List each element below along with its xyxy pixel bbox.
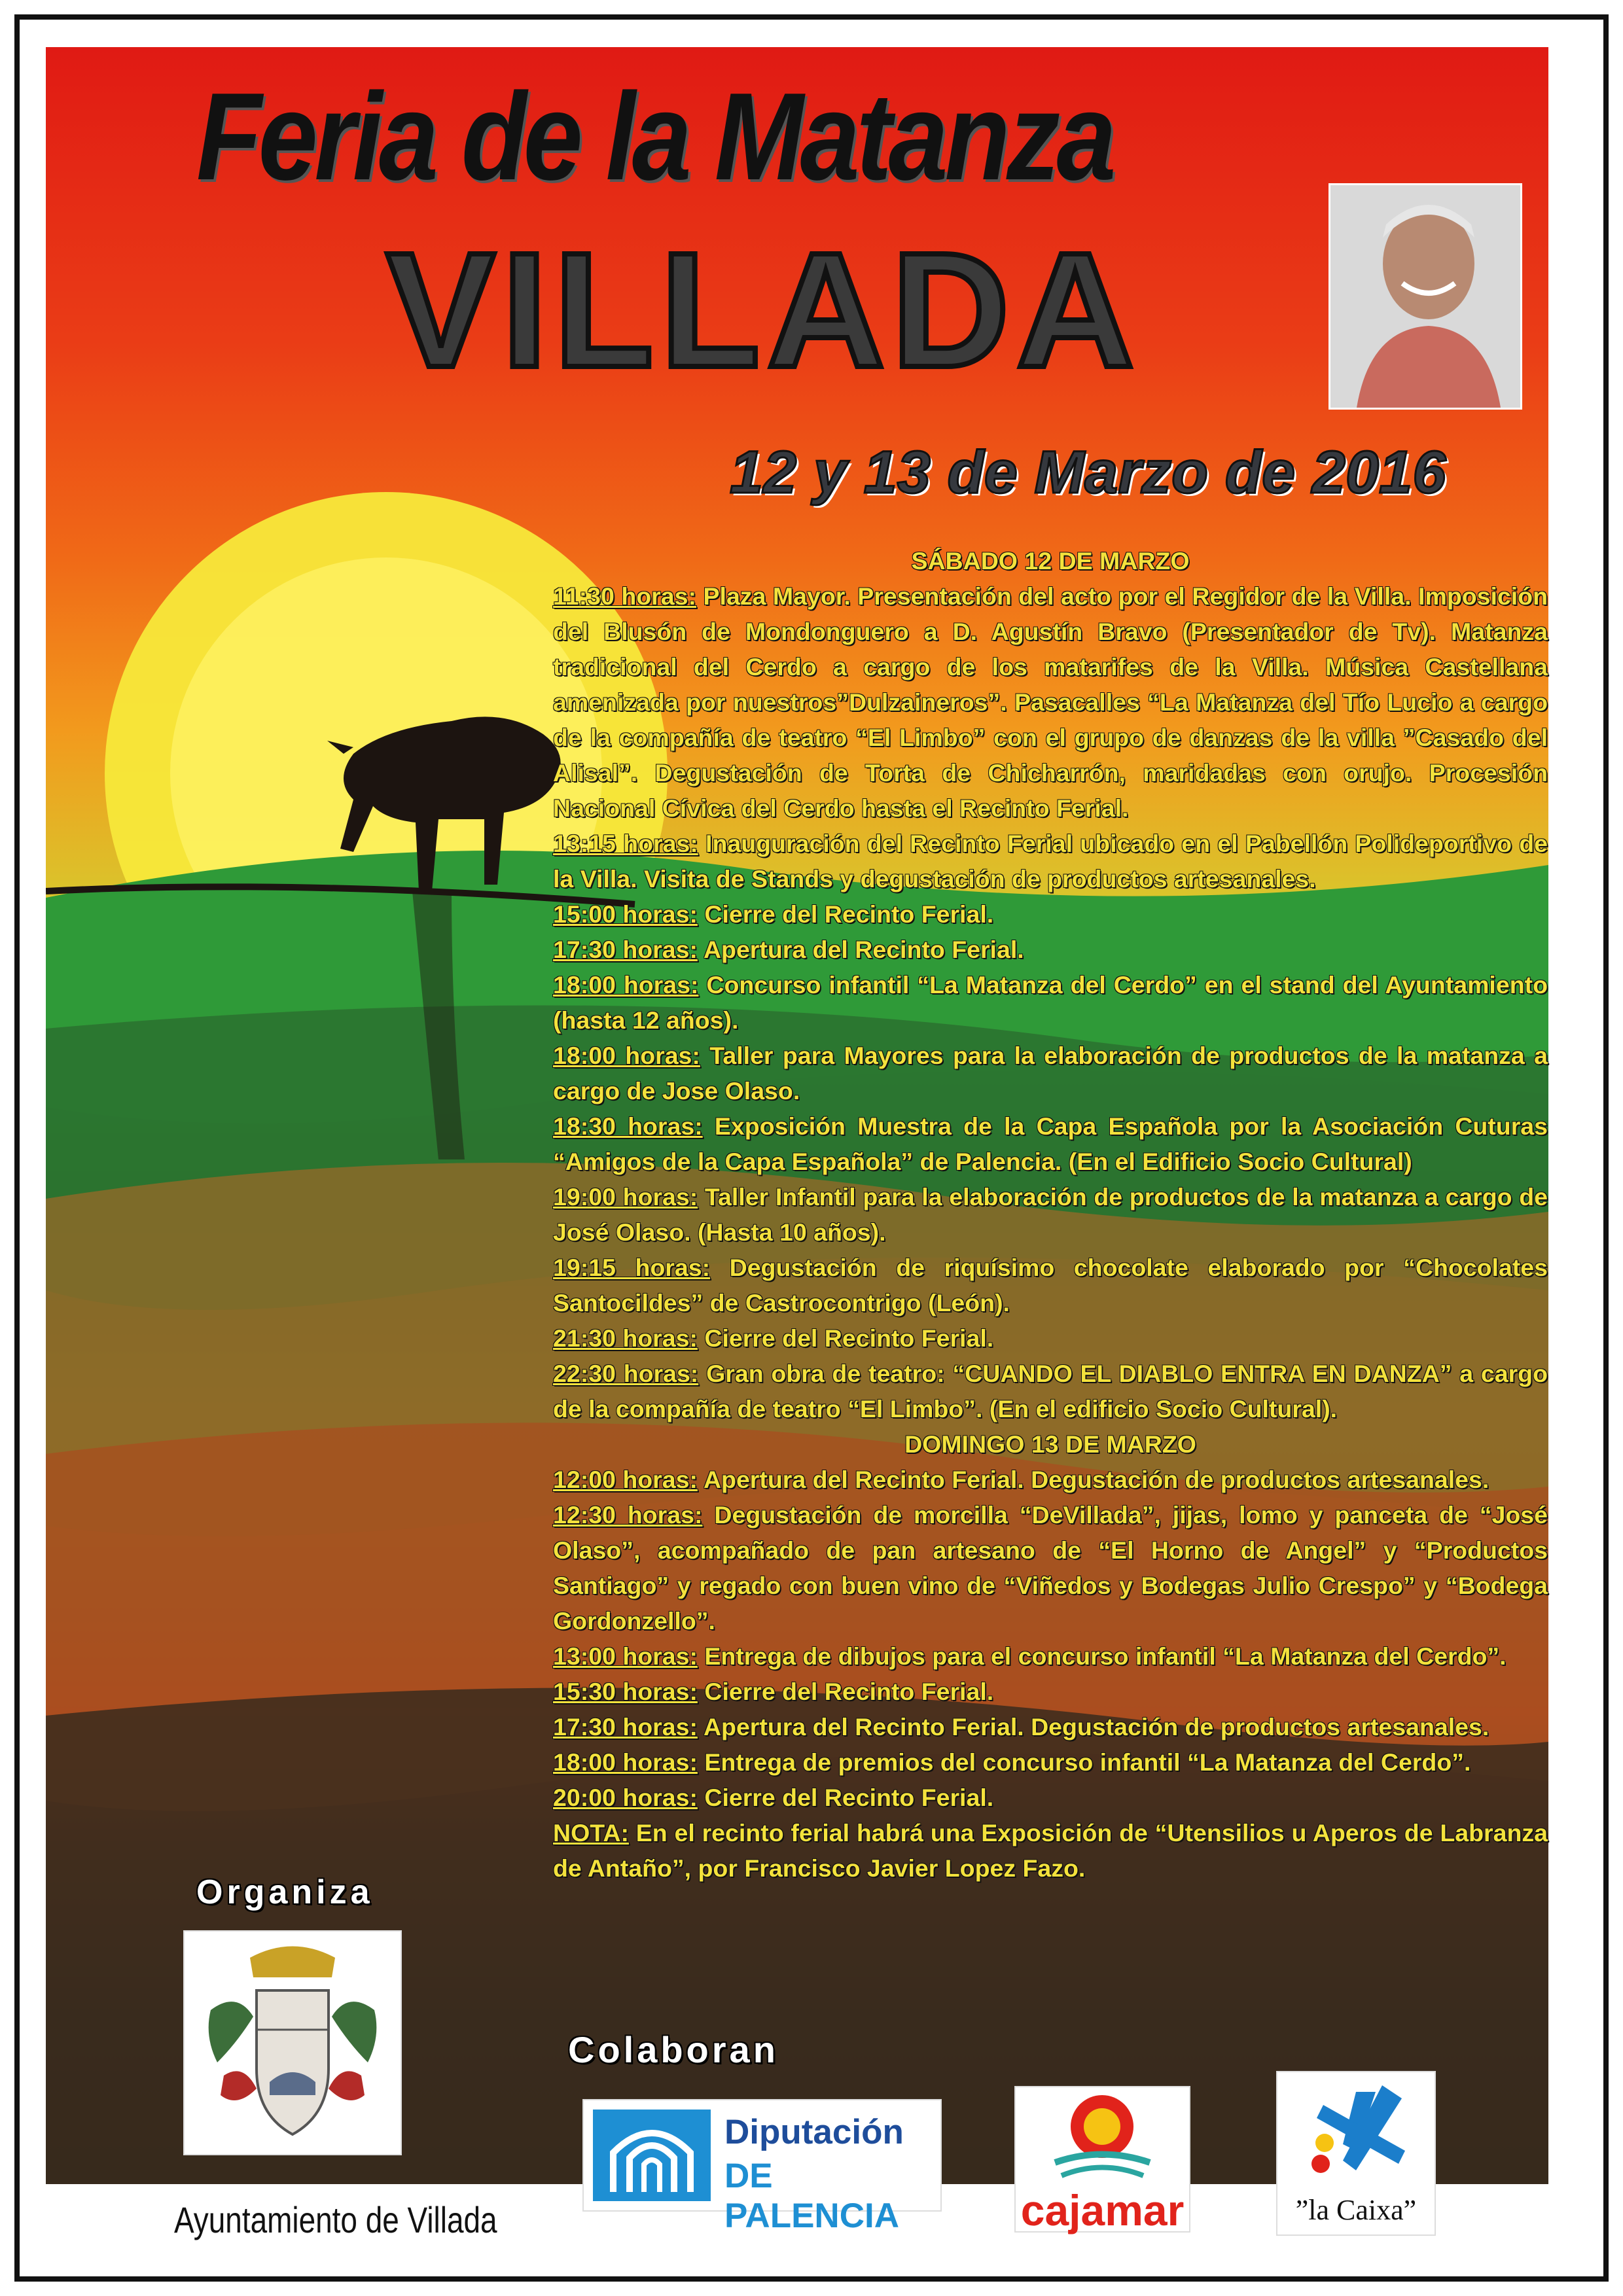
lacaixa-wordmark: ”la Caixa” (1295, 2194, 1417, 2226)
list-item: 19:15 horas: Degustación de riquísimo chocolate elaborado por “Chocolates Santocildes” de Castrocontrigo (León). (553, 1254, 1548, 1316)
list-item: 12:30 horas: Degustación de morcilla “DeVillada”, jijas, lomo y panceta de “José Olaso”, acompañado de pan artesano de “El Horno de Angel” y “Productos Santiago” y regado con buen vino de “Viñedos y Bodegas Julio Crespo” y “Bodega Gordonzello”. (553, 1501, 1548, 1634)
lacaixa-logo (1276, 2071, 1436, 2236)
list-item: 17:30 horas: Apertura del Recinto Ferial. Degustación de productos artesanales. (553, 1713, 1489, 1740)
list-item: 12:00 horas: Apertura del Recinto Ferial. Degustación de productos artesanales. (553, 1466, 1489, 1493)
note: NOTA: En el recinto ferial habrá una Exposición de “Utensilios u Aperos de Labranza de Antaño”, por Francisco Javier Lopez Fazo. (553, 1819, 1548, 1882)
saturday-heading: SÁBADO 12 DE MARZO (911, 547, 1190, 574)
shield-icon (257, 1990, 329, 2134)
sunday-heading: DOMINGO 13 DE MARZO (904, 1430, 1196, 1458)
list-item: 13:00 horas: Entrega de dibujos para el concurso infantil “La Matanza del Cerdo”. (553, 1642, 1507, 1670)
coat-of-arms-logo (183, 1930, 402, 2155)
presenter-photo (1329, 183, 1522, 410)
sunday-list (553, 1462, 1548, 1886)
cajamar-logo (1014, 2086, 1190, 2233)
list-item: 15:30 horas: Cierre del Recinto Ferial. (553, 1678, 994, 1705)
list-item: 19:00 horas: Taller Infantil para la elaboración de productos de la matanza a cargo de José Olaso. (Hasta 10 años). (553, 1183, 1548, 1246)
event-dates: 12 y 13 de Marzo de 2016 (730, 439, 1446, 506)
list-item: 15:00 horas: Cierre del Recinto Ferial. (553, 900, 994, 928)
crown-icon (250, 1947, 335, 1978)
program-text (553, 543, 1548, 1886)
list-item: 18:00 horas: Entrega de premios del concurso infantil “La Matanza del Cerdo”. (553, 1748, 1471, 1776)
saturday-list (553, 578, 1548, 1426)
organizer-name: Ayuntamiento de Villada (174, 2199, 497, 2240)
cajamar-wordmark: cajamar (1020, 2186, 1185, 2234)
list-item: 22:30 horas: Gran obra de teatro: “CUANDO EL DIABLO ENTRA EN DANZA” a cargo de la compañía de teatro “El Limbo”. (En el edificio Socio Cultural). (553, 1360, 1548, 1422)
list-item: 18:00 horas: Concurso infantil “La Matanza del Cerdo” en el stand del Ayuntamiento (hasta 12 años). (553, 971, 1548, 1034)
town-title: VILLADA (386, 219, 1141, 401)
list-item: 18:00 horas: Taller para Mayores para la elaboración de productos de la matanza a cargo de Jose Olaso. (553, 1042, 1548, 1104)
list-item: 17:30 horas: Apertura del Recinto Ferial. (553, 936, 1024, 963)
list-item: 20:00 horas: Cierre del Recinto Ferial. (553, 1784, 994, 1811)
poster (14, 14, 1609, 2282)
colaboran-label: Colaboran (568, 2029, 779, 2070)
list-item: 21:30 horas: Cierre del Recinto Ferial. (553, 1324, 994, 1352)
diputacion-province: DE PALENCIA (724, 2157, 899, 2235)
event-title: Feria de la Matanza (196, 67, 1113, 206)
list-item: 11:30 horas: Plaza Mayor. Presentación del acto por el Regidor de la Villa. Imposición del Blusón de Mondonguero a D. Agustín Bravo (Presentador de Tv). Matanza tradicional del Cerdo a cargo de los matarifes de la Villa. Música Castellana amenizada por nuestros”Dulzaineros”. Pasacalles “La Matanza del Tío Lucio a cargo de la compañía de teatro “El Limbo” con el grupo de danzas de la villa ”Casado del Alisal”. Degustación de Torta de Chicharrón, maridadas con orujo. Procesión Nacional Cívica del Cerdo hasta el Recinto Ferial. (553, 582, 1548, 822)
diputacion-logo (582, 2099, 942, 2235)
diputacion-name: Diputación (724, 2113, 904, 2151)
list-item: 18:30 horas: Exposición Muestra de la Capa Española por la Asociación Cuturas “Amigos de la Capa Española” de Palencia. (En el Edificio Socio Cultural) (553, 1112, 1548, 1175)
list-item: 13:15 horas: Inauguración del Recinto Ferial ubicado en el Pabellón Polideportivo de la Villa. Visita de Stands y degustación de productos artesanales. (553, 830, 1548, 892)
organiza-label: Organiza (196, 1873, 374, 1911)
